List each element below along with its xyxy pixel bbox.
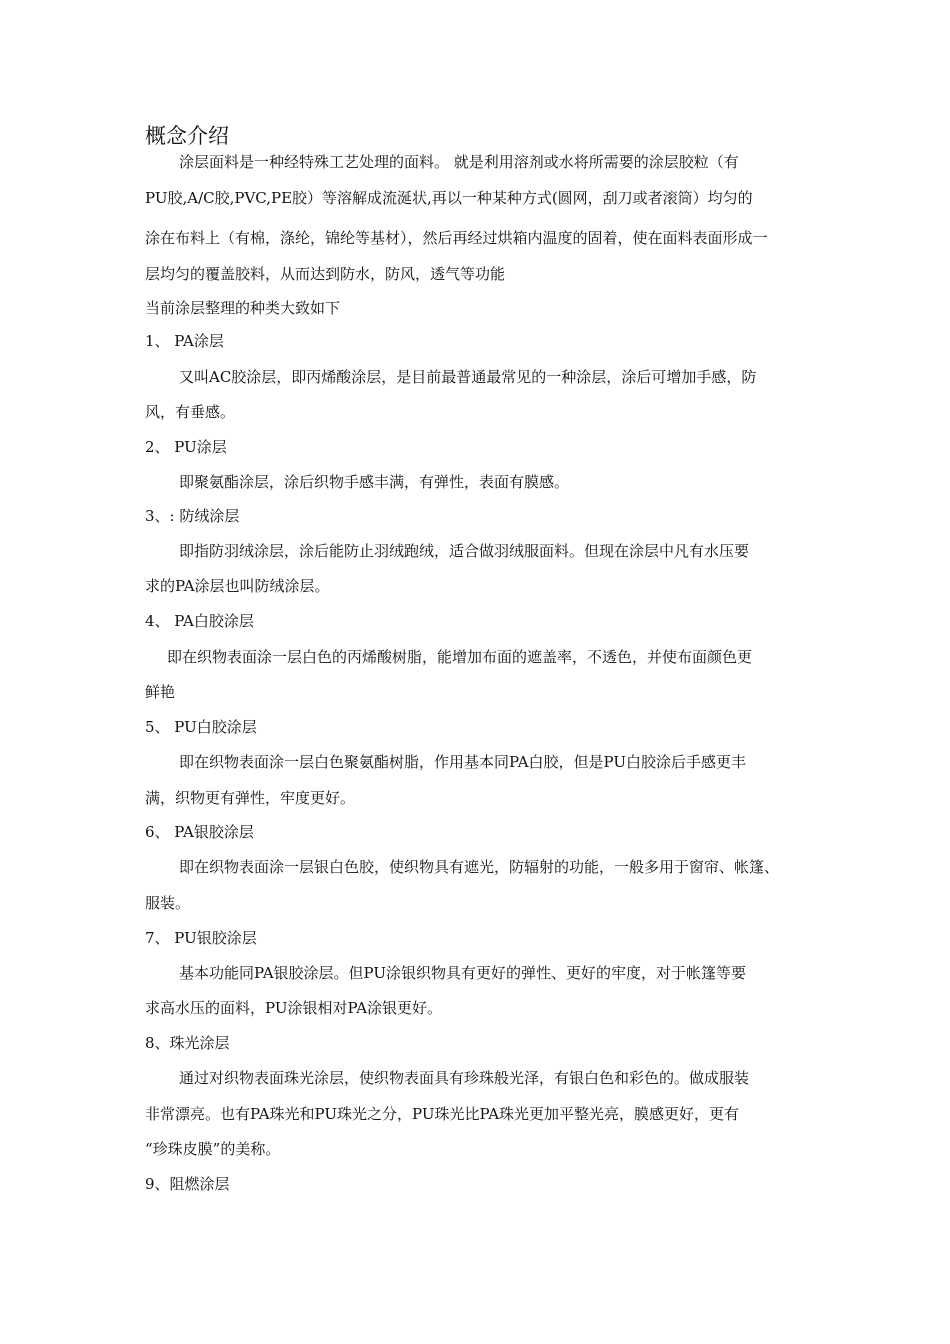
paragraph-line: 求高水压的面料，PU涂银相对PA涂银更好。 [145, 999, 443, 1017]
paragraph-line: 基本功能同PA银胶涂层。但PU涂银织物具有更好的弹性、更好的牢度，对于帐篷等要 [179, 964, 747, 982]
paragraph-line: 8、珠光涂层 [145, 1034, 230, 1052]
paragraph-line: 满，织物更有弹性，牢度更好。 [145, 789, 356, 807]
paragraph-line: 层均匀的覆盖胶料，从而达到防水，防风，透气等功能 [145, 265, 506, 283]
paragraph-line: 又叫AC胶涂层，即丙烯酸涂层，是目前最普通最常见的一种涂层，涂后可增加手感，防 [179, 368, 757, 386]
paragraph-line: 7、 PU银胶涂层 [145, 929, 257, 947]
paragraph-line: 涂在布料上（有棉，涤纶，锦纶等基材），然后再经过烘箱内温度的固着，使在面料表面形成一 [145, 229, 768, 247]
paragraph-line: 鲜艳 [145, 683, 176, 701]
paragraph-line: 涂层面料是一种经特殊工艺处理的面料。 就是利用溶剂或水将所需要的涂层胶粒（有 [179, 153, 739, 171]
paragraph-line: 服装。 [145, 894, 191, 912]
paragraph-line: 即在织物表面涂一层白色聚氨酯树脂，作用基本同PA白胶，但是PU白胶涂后手感更丰 [179, 753, 747, 771]
paragraph-line: 6、 PA银胶涂层 [145, 823, 254, 841]
paragraph-line: 即聚氨酯涂层，涂后织物手感丰满，有弹性，表面有膜感。 [179, 473, 570, 491]
paragraph-line: 5、 PU白胶涂层 [145, 718, 257, 736]
paragraph-line: PU胶,A/C胶,PVC,PE胶）等溶解成流涎状,再以一种某种方式(圆网，刮刀或者滚筒）均匀的 [145, 189, 753, 207]
paragraph-line: 即指防羽绒涂层，涂后能防止羽绒跑绒，适合做羽绒服面料。但现在涂层中凡有水压要 [179, 542, 750, 560]
paragraph-line: 当前涂层整理的种类大致如下 [145, 299, 341, 317]
document-title: 概念介绍 [145, 124, 229, 148]
paragraph-line: 通过对织物表面珠光涂层，使织物表面具有珍珠般光泽，有银白色和彩色的。做成服装 [179, 1069, 750, 1087]
paragraph-line: 即在织物表面涂一层银白色胶，使织物具有遮光，防辐射的功能，一般多用于窗帘、帐篷、 [179, 858, 780, 876]
paragraph-line: 9、阻燃涂层 [145, 1175, 230, 1193]
paragraph-line: 非常漂亮。也有PA珠光和PU珠光之分，PU珠光比PA珠光更加平整光亮，膜感更好，更有 [145, 1105, 740, 1123]
paragraph-line: 即在织物表面涂一层白色的丙烯酸树脂，能增加布面的遮盖率，不透色，并使布面颜色更 [167, 648, 753, 666]
paragraph-line: 2、 PU涂层 [145, 438, 227, 456]
paragraph-line: 1、 PA涂层 [145, 332, 224, 350]
paragraph-line: 4、 PA白胶涂层 [145, 612, 254, 630]
paragraph-line: 求的PA涂层也叫防绒涂层。 [145, 577, 330, 595]
paragraph-line: “珍珠皮膜”的美称。 [145, 1140, 281, 1158]
paragraph-line: 风，有垂感。 [145, 403, 236, 421]
paragraph-line: 3、: 防绒涂层 [145, 507, 240, 525]
